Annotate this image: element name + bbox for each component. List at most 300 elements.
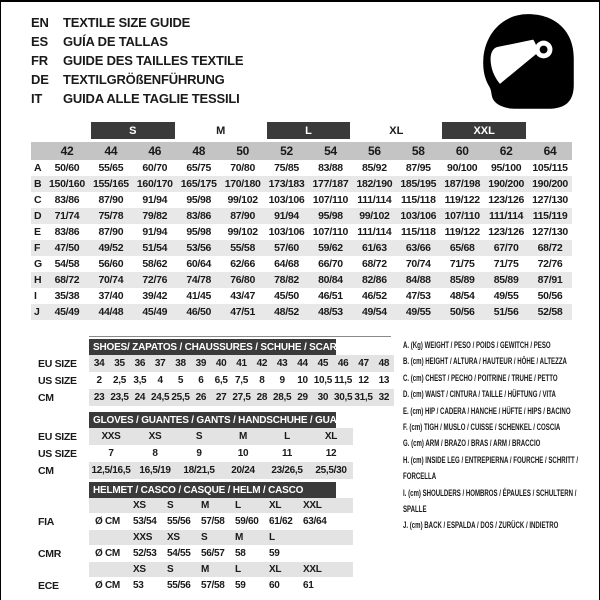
- language-title: [31, 89, 243, 108]
- measurement-value: 177/187: [312, 178, 349, 190]
- row-letter: D: [34, 210, 42, 222]
- size-value: 10,5: [313, 375, 332, 386]
- helmet-size-label: M: [235, 532, 244, 543]
- measurement-value: 47/50: [54, 242, 80, 254]
- row-cells: [89, 513, 353, 530]
- measurement-value: 45/49: [54, 306, 80, 318]
- measurement-value: 49/54: [361, 306, 387, 318]
- measurement-value: 119/122: [444, 194, 480, 206]
- measurement-value: 53/56: [186, 242, 212, 254]
- size-value: 43: [276, 358, 288, 369]
- size-value: 23,5: [110, 392, 129, 403]
- size-value: 2: [96, 375, 102, 386]
- size-value: L: [284, 431, 290, 442]
- size-row: [31, 428, 353, 445]
- measurement-value: 39/42: [142, 290, 168, 302]
- measurement-value: 48/54: [449, 290, 475, 302]
- measurement-row: [31, 288, 572, 304]
- size-col-header: 54: [324, 144, 337, 158]
- size-group-l: L: [267, 122, 351, 139]
- measurement-value: 115/119: [532, 210, 568, 222]
- size-value: 41: [236, 358, 247, 369]
- measurement-value: 83/86: [54, 226, 80, 238]
- size-value: 28,5: [273, 392, 292, 403]
- helmet-size-label: XXS: [133, 532, 153, 543]
- helmet-value: 61/62: [269, 516, 293, 527]
- measurement-value: 72/76: [537, 258, 563, 270]
- measurement-value: 83/86: [186, 210, 212, 222]
- size-value: 6: [198, 375, 204, 386]
- row-letter: G: [34, 258, 42, 270]
- size-value: 5: [177, 375, 184, 386]
- helmet-value: 59: [269, 548, 280, 559]
- measurement-value: 190/200: [488, 178, 525, 190]
- language-title: [31, 51, 243, 70]
- measurement-value: 79/82: [142, 210, 168, 222]
- measurement-value: 50/56: [537, 290, 563, 302]
- guide-title: TEXTILGRÖßENFÜHRUNG: [63, 72, 225, 87]
- measurement-value: 56/60: [98, 258, 124, 270]
- size-value: 26: [195, 392, 207, 403]
- size-value: 9: [279, 375, 285, 386]
- language-code: EN: [31, 15, 49, 30]
- row-cells: [89, 577, 353, 594]
- measurement-value: 160/170: [136, 178, 173, 190]
- size-col-header: 42: [60, 144, 74, 158]
- helmet-size-label: M: [201, 500, 210, 511]
- size-value: XS: [148, 431, 162, 442]
- measurement-value: 95/100: [490, 162, 522, 174]
- size-value: 4: [157, 375, 163, 386]
- size-value: 35: [114, 358, 125, 369]
- diameter-unit: Ø CM: [95, 516, 120, 527]
- helmet-size-label: L: [235, 500, 241, 511]
- measurement-value: 71/75: [493, 258, 519, 270]
- size-value: 12: [358, 375, 369, 386]
- size-value: 25,5: [171, 392, 190, 403]
- row-letter: C: [34, 194, 42, 206]
- measurement-value: 95/98: [186, 194, 212, 206]
- measurement-value: 165/175: [180, 178, 217, 190]
- textile-size-table: [31, 122, 572, 320]
- measurement-value: 90/100: [447, 162, 478, 174]
- measurement-value: 35/38: [54, 290, 80, 302]
- measurement-value: 47/51: [230, 306, 255, 318]
- size-group-m: M: [216, 124, 226, 137]
- measurement-value: 87/90: [98, 226, 124, 238]
- size-col-header: 62: [499, 144, 513, 158]
- helmet-size-label: XS: [133, 564, 146, 575]
- measurement-value: 75/78: [98, 210, 124, 222]
- size-value: 10: [297, 375, 308, 386]
- size-value: 23/26,5: [271, 465, 303, 476]
- legend-entry: D. (cm) WAIST / CINTURA / TAILLE / HÜFTUNG / VITA: [403, 389, 556, 401]
- measurement-value: 91/94: [142, 194, 168, 206]
- gloves-rows: [31, 428, 353, 479]
- size-value: 7: [108, 448, 114, 459]
- measurement-value: 170/180: [224, 178, 261, 190]
- measurement-value: 50/60: [54, 162, 80, 174]
- size-value: 11,5: [334, 375, 353, 386]
- helmet-value: 58: [235, 548, 246, 559]
- measurement-row: [31, 160, 572, 176]
- measurement-value: 52/58: [537, 306, 563, 318]
- measurement-value: 68/72: [537, 242, 563, 254]
- size-value: 24,5: [151, 392, 170, 403]
- measurement-value: 99/102: [359, 210, 390, 222]
- measurement-value: 65/75: [186, 162, 212, 174]
- size-value: 44: [297, 358, 308, 369]
- measurement-value: 87/90: [230, 210, 255, 222]
- measurement-value: 63/66: [405, 242, 431, 254]
- racing-helmet-icon: [469, 10, 587, 114]
- row-letter: F: [34, 242, 41, 254]
- measurement-value: 103/106: [268, 226, 305, 238]
- standard-label: FIA: [38, 515, 55, 528]
- measurement-value: 70/74: [405, 258, 431, 270]
- language-code: DE: [31, 72, 49, 87]
- measurement-value: 74/78: [186, 274, 212, 286]
- measurement-value: 150/160: [49, 178, 85, 190]
- helmet-value: 53/54: [133, 516, 157, 527]
- helmet-value: 59: [235, 580, 246, 591]
- measurement-value: 80/84: [318, 274, 343, 286]
- size-value: 2,5: [112, 375, 126, 386]
- size-col-header: 48: [192, 144, 206, 158]
- measurement-value: 76/80: [230, 274, 255, 286]
- measurement-row: [31, 176, 572, 192]
- measurement-value: 127/130: [532, 194, 568, 206]
- measurement-value: 78/82: [274, 274, 299, 286]
- measurement-value: 60/64: [186, 258, 212, 270]
- helmet-size-label: M: [201, 564, 210, 575]
- section-divider: [89, 336, 391, 337]
- measurement-row: [31, 272, 572, 288]
- standard-label: CMR: [38, 547, 62, 560]
- size-value: 40: [215, 358, 227, 369]
- size-value: 27: [215, 392, 227, 403]
- size-col-header: 56: [367, 144, 381, 158]
- size-value: 47: [358, 358, 369, 369]
- size-value: 7,5: [234, 375, 248, 386]
- row-letter: H: [34, 274, 42, 286]
- size-value: 12,5/16,5: [91, 465, 131, 476]
- size-value: 24: [134, 392, 146, 403]
- measurement-value: 123/126: [488, 194, 525, 206]
- measurement-value: 49/55: [405, 306, 431, 318]
- helmet-value-row: [31, 545, 353, 562]
- helmet-value: 53: [133, 580, 144, 591]
- measurement-value: 103/106: [400, 210, 437, 222]
- size-value: 31,5: [354, 392, 373, 403]
- measurement-value: 111/114: [357, 194, 392, 206]
- helmet-size-label: L: [269, 532, 275, 543]
- helmet-size-label: XS: [133, 500, 146, 511]
- row-cells: [89, 545, 353, 562]
- measurement-value: 107/110: [312, 194, 349, 206]
- measurement-value: 91/94: [142, 226, 168, 238]
- measurement-value: 85/89: [449, 274, 475, 286]
- gloves-section-header: GLOVES / GUANTES / GANTS / HANDSCHUHE / GUANTI: [89, 412, 336, 428]
- size-col-header: 50: [236, 144, 249, 158]
- size-value: 36: [134, 358, 146, 369]
- size-value: 8: [259, 375, 265, 386]
- measurement-value: 91/94: [274, 210, 299, 222]
- shoes-rows: [31, 355, 394, 406]
- size-value: 16,5/19: [139, 465, 171, 476]
- size-row: [31, 445, 353, 462]
- measurement-row: [31, 256, 572, 272]
- measurement-value: 107/110: [312, 226, 349, 238]
- row-cells: [89, 498, 353, 513]
- helmet-size-row: [31, 530, 353, 545]
- measurement-value: 49/55: [493, 290, 519, 302]
- row-letter: I: [34, 290, 37, 302]
- guide-title: TEXTILE SIZE GUIDE: [63, 15, 191, 30]
- language-title: [31, 13, 243, 32]
- helmet-size-row: [31, 498, 353, 513]
- legend-entry: G. (cm) ARM / BRAZO / BRAS / ARM / BRACCIO: [403, 438, 541, 450]
- size-value: 38: [175, 358, 186, 369]
- language-title: [31, 32, 243, 51]
- size-row: [31, 462, 353, 479]
- measurement-value: 99/102: [227, 226, 258, 238]
- measurement-value: 46/51: [318, 290, 343, 302]
- diameter-unit: Ø CM: [95, 580, 120, 591]
- size-value: 45: [317, 358, 329, 369]
- legend-entry: F. (cm) TIGH / MUSLO / CUISSE / SCHENKEL / COSCIA: [403, 422, 561, 434]
- helmet-value: 63/64: [303, 516, 327, 527]
- measurement-value: 48/52: [274, 306, 299, 318]
- language-title: [31, 70, 243, 89]
- size-value: 29: [297, 392, 308, 403]
- size-value: 23: [93, 392, 105, 403]
- helmet-value-row: [31, 577, 353, 594]
- measurement-value: 55/58: [230, 242, 255, 254]
- measurement-value: 84/88: [405, 274, 431, 286]
- numeric-size-row: [31, 142, 572, 160]
- shoes-section: [31, 339, 394, 406]
- helmet-size-label: L: [235, 564, 241, 575]
- size-col-header: 46: [148, 144, 162, 158]
- legend-entry: I. (cm) SHOULDERS / HOMBROS / ÉPAULES / SCHULTERN / SPALLE: [403, 487, 577, 516]
- row-cells: [89, 389, 394, 406]
- helmet-size-label: S: [167, 500, 174, 511]
- helmet-value: 55/56: [167, 580, 191, 591]
- helmet-section: [31, 482, 353, 594]
- size-group-xl: XL: [389, 124, 404, 137]
- measurement-value: 95/98: [186, 226, 212, 238]
- measurement-value: 46/50: [186, 306, 212, 318]
- size-col-header: 58: [411, 144, 425, 158]
- legend-entry: B. (cm) HEIGHT / ALTURA / HAUTEUR / HÖHE / ALTEZZA: [403, 356, 567, 368]
- measurement-value: 111/114: [489, 210, 524, 222]
- size-value: 25,5/30: [315, 465, 347, 476]
- measurement-value: 185/195: [400, 178, 437, 190]
- language-code: FR: [31, 53, 48, 68]
- size-value: 30,5: [334, 392, 353, 403]
- helmet-section-header: HELMET / CASCO / CASQUE / HELM / CASCO: [89, 482, 336, 498]
- helmet-value-row: [31, 513, 353, 530]
- measurement-value: 55/65: [98, 162, 124, 174]
- size-value: 18/21,5: [183, 465, 215, 476]
- measurement-value: 54/58: [54, 258, 80, 270]
- size-group-xxl: XXL: [442, 122, 526, 139]
- size-value: 42: [256, 358, 268, 369]
- measurement-value: 87/90: [98, 194, 124, 206]
- measurement-value: 59/62: [318, 242, 343, 254]
- size-value: 48: [378, 358, 390, 369]
- row-label: US SIZE: [38, 447, 77, 460]
- legend-entry: E. (cm) HIP / CADERA / HANCHE / HÜFTE / HIPS / BACINO: [403, 405, 571, 417]
- guide-title: GUIDA ALLE TAGLIE TESSILI: [63, 91, 240, 106]
- measurement-value: 49/52: [98, 242, 124, 254]
- row-cells: [89, 372, 394, 389]
- size-value: 13: [378, 375, 390, 386]
- helmet-size-label: XXL: [303, 500, 322, 511]
- size-value: S: [195, 431, 203, 442]
- helmet-size-label: XL: [269, 564, 282, 575]
- row-label: EU SIZE: [38, 430, 77, 443]
- measurement-legend: [403, 338, 595, 535]
- size-value: 46: [337, 358, 349, 369]
- measurement-value: 103/106: [268, 194, 305, 206]
- measurement-value: 115/118: [400, 194, 436, 206]
- size-value: 37: [154, 358, 166, 369]
- size-value: 3,5: [133, 375, 147, 386]
- measurement-value: 83/86: [54, 194, 80, 206]
- measurement-value: 83/88: [318, 162, 343, 174]
- helmet-value: 59/60: [235, 516, 259, 527]
- measurement-value: 65/68: [449, 242, 475, 254]
- row-label: CM: [38, 391, 54, 404]
- helmet-value: 52/53: [133, 548, 157, 559]
- legend-entry: C. (cm) CHEST / PECHO / POITRINE / TRUHE / PETTO: [403, 372, 558, 384]
- size-value: XL: [324, 431, 338, 442]
- size-value: 30: [317, 392, 329, 403]
- row-letter: J: [34, 306, 40, 318]
- diameter-unit: Ø CM: [95, 548, 120, 559]
- legend-entry: A. (Kg) WEIGHT / PESO / POIDS / GEWITCH / PESO: [403, 340, 551, 351]
- helmet-value: 54/55: [167, 548, 191, 559]
- measurement-value: 61/63: [361, 242, 387, 254]
- size-value: XXS: [101, 431, 121, 442]
- measurement-value: 71/75: [449, 258, 475, 270]
- measurement-value: 51/54: [142, 242, 168, 254]
- row-label: US SIZE: [38, 374, 77, 387]
- helmet-size-label: XS: [167, 532, 180, 543]
- helmet-value: 57/58: [201, 580, 225, 591]
- measurement-value: 70/74: [98, 274, 124, 286]
- measurement-value: 70/80: [230, 162, 255, 174]
- measurement-value: 187/198: [444, 178, 481, 190]
- measurement-value: 68/72: [54, 274, 80, 286]
- standard-label: ECE: [38, 579, 59, 592]
- size-col-header: 52: [280, 144, 293, 158]
- measurement-value: 57/60: [274, 242, 299, 254]
- language-code: IT: [31, 91, 43, 106]
- size-value: 6,5: [214, 375, 228, 386]
- guide-title: GUÍA DE TALLAS: [63, 34, 168, 49]
- helmet-size-label: XXL: [303, 564, 322, 575]
- helmet-size-label: XL: [269, 500, 282, 511]
- size-col-header: 44: [104, 144, 118, 158]
- measurement-value: 123/126: [488, 226, 525, 238]
- measurement-value: 72/76: [142, 274, 168, 286]
- size-group-s: S: [91, 122, 175, 139]
- measurement-value: 87/91: [537, 274, 563, 286]
- size-row: [31, 355, 394, 372]
- helmet-value: 60: [269, 580, 280, 591]
- helmet-value: 56/57: [201, 548, 225, 559]
- size-value: 11: [282, 448, 292, 459]
- helmet-value: 55/56: [167, 516, 191, 527]
- measurement-value: 127/130: [532, 226, 568, 238]
- size-value: 27,5: [232, 392, 251, 403]
- size-value: 10: [237, 448, 249, 459]
- row-letter: A: [34, 162, 42, 174]
- measurement-value: 190/200: [532, 178, 568, 190]
- measurement-value: 46/52: [361, 290, 387, 302]
- measurement-value: 51/56: [493, 306, 519, 318]
- measurement-value: 105/115: [532, 162, 568, 174]
- size-col-header: 60: [455, 144, 469, 158]
- row-cells: [89, 355, 394, 372]
- helmet-size-label: S: [201, 532, 208, 543]
- measurement-value: 45/50: [274, 290, 299, 302]
- size-group-row: [31, 122, 572, 142]
- measurement-value: 155/165: [92, 178, 129, 190]
- measurement-value: 107/110: [444, 210, 480, 222]
- measurement-row: [31, 208, 572, 224]
- shoes-section-header: SHOES/ ZAPATOS / CHAUSSURES / SCHUHE / SCARPE: [89, 339, 336, 355]
- measurement-value: 115/118: [400, 226, 436, 238]
- measurement-value: 67/70: [493, 242, 519, 254]
- measurement-value: 66/70: [318, 258, 343, 270]
- helmet-size-row: [31, 562, 353, 577]
- measurement-value: 43/47: [230, 290, 255, 302]
- row-cells: [89, 530, 353, 545]
- measurement-value: 47/53: [405, 290, 431, 302]
- legend-entry: J. (cm) BACK / ESPALDA / DOS / ZURÜCK / INDIETRO: [403, 520, 559, 532]
- measurement-value: 87/95: [405, 162, 431, 174]
- size-value: 32: [378, 392, 390, 403]
- measurement-value: 64/68: [274, 258, 299, 270]
- helmet-rows: [31, 498, 353, 594]
- legend-entry: H. (cm) INSIDE LEG / ENTREPIERNA / FOURCHE / SCHRITT / FORCELLA: [403, 454, 579, 483]
- language-code: ES: [31, 34, 48, 49]
- row-cells: [89, 462, 353, 479]
- measurement-value: 95/98: [318, 210, 343, 222]
- measurement-row: [31, 224, 572, 240]
- gloves-section: [31, 412, 353, 479]
- helmet-value: 57/58: [201, 516, 225, 527]
- size-col-header: 64: [543, 144, 557, 158]
- measurement-row: [31, 192, 572, 208]
- size-value: 8: [152, 448, 158, 459]
- size-value: 39: [195, 358, 207, 369]
- measurement-row: [31, 304, 572, 320]
- measurement-value: 60/70: [142, 162, 168, 174]
- measurement-value: 62/66: [230, 258, 255, 270]
- measurement-value: 71/74: [54, 210, 80, 222]
- measurement-value: 173/183: [268, 178, 305, 190]
- measurement-value: 50/56: [449, 306, 475, 318]
- size-value: 34: [93, 358, 105, 369]
- row-cells: [89, 428, 353, 445]
- row-label: CM: [38, 464, 54, 477]
- row-cells: [89, 562, 353, 577]
